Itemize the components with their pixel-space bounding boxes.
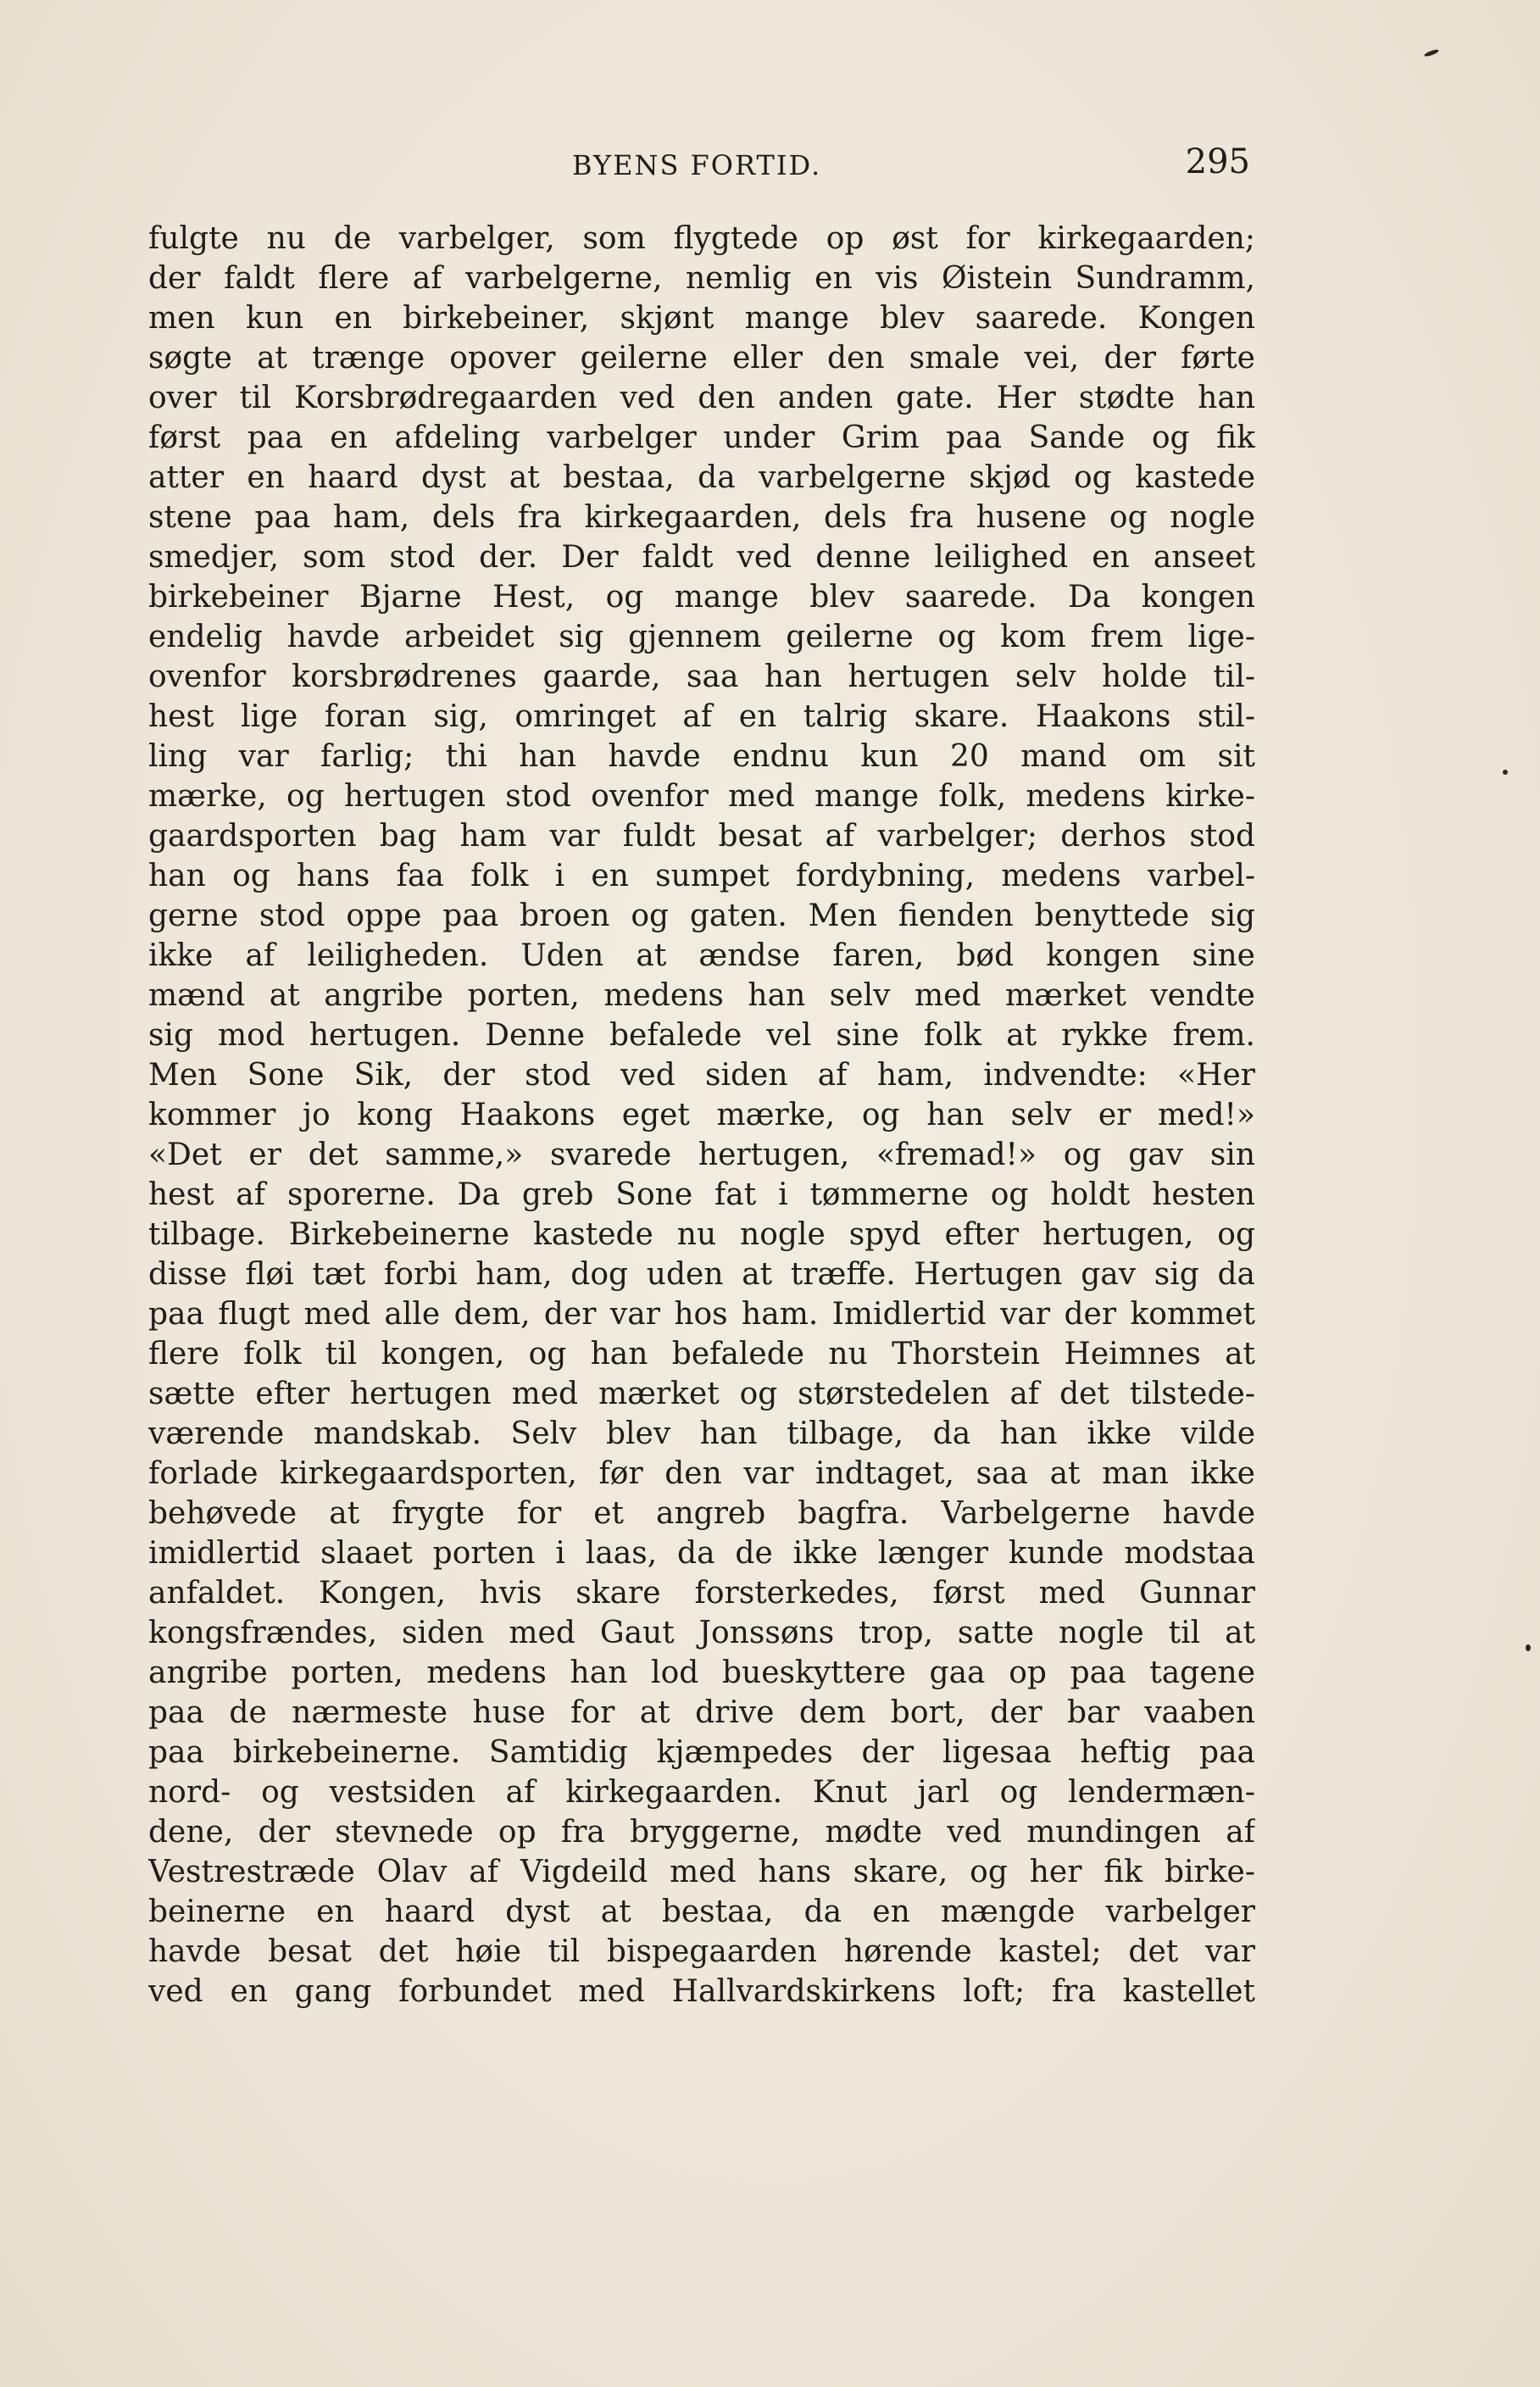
text-line: gerne stod oppe paa broen og gaten. Men fienden benyttede sig xyxy=(148,899,1255,933)
ink-dot xyxy=(1526,1644,1531,1651)
text-line: ovenfor korsbrødrenes gaarde, saa han hertugen selv holde til- xyxy=(148,659,1255,694)
body-text xyxy=(148,219,1255,2011)
text-line: kommer jo kong Haakons eget mærke, og han selv er med!» xyxy=(148,1098,1255,1132)
text-line: beinerne en haard dyst at bestaa, da en mængde varbelger xyxy=(148,1895,1255,1929)
text-line: birkebeiner Bjarne Hest, og mange blev saarede. Da kongen xyxy=(148,580,1255,615)
text-line: over til Korsbrødregaarden ved den anden gate. Her stødte han xyxy=(148,381,1255,415)
text-line: fulgte nu de varbelger, som flygtede op øst for kirkegaarden; xyxy=(148,221,1255,256)
text-line: smedjer, som stod der. Der faldt ved denne leilighed en anseet xyxy=(148,540,1255,575)
ink-mark xyxy=(1424,48,1440,58)
text-line: sig mod hertugen. Denne befalede vel sine folk at rykke frem. xyxy=(148,1018,1255,1053)
text-line: hest af sporerne. Da greb Sone fat i tømmerne og holdt hesten xyxy=(148,1177,1255,1212)
page-header xyxy=(148,142,1250,193)
text-line: gaardsporten bag ham var fuldt besat af varbelger; derhos stod xyxy=(148,819,1255,854)
text-line: tilbage. Birkebeinerne kastede nu nogle spyd efter hertugen, og xyxy=(148,1217,1255,1252)
text-line: der faldt flere af varbelgerne, nemlig en vis Øistein Sundramm, xyxy=(148,261,1255,296)
text-line: havde besat det høie til bispegaarden hørende kastel; det var xyxy=(148,1934,1255,1969)
text-line: paa flugt med alle dem, der var hos ham. Imidlertid var der kommet xyxy=(148,1297,1255,1332)
text-line: først paa en afdeling varbelger under Grim paa Sande og fik xyxy=(148,420,1255,455)
ink-dot xyxy=(1503,770,1508,775)
text-line: «Det er det samme,» svarede hertugen, «fremad!» og gav sin xyxy=(148,1138,1255,1172)
text-line: ikke af leiligheden. Uden at ændse faren, bød kongen sine xyxy=(148,938,1255,973)
text-line: angribe porten, medens han lod bueskyttere gaa op paa tagene xyxy=(148,1655,1255,1690)
text-line: atter en haard dyst at bestaa, da varbelgerne skjød og kastede xyxy=(148,460,1255,495)
text-line: disse fløi tæt forbi ham, dog uden at træffe. Hertugen gav sig da xyxy=(148,1257,1255,1292)
text-line: Vestrestræde Olav af Vigdeild med hans skare, og her fik birke- xyxy=(148,1855,1255,1889)
text-line: anfaldet. Kongen, hvis skare forsterkedes, først med Gunnar xyxy=(148,1576,1255,1611)
text-line: kongsfrændes, siden med Gaut Jonssøns trop, satte nogle til at xyxy=(148,1616,1255,1650)
text-line: paa de nærmeste huse for at drive dem bort, der bar vaaben xyxy=(148,1695,1255,1730)
text-line: forlade kirkegaardsporten, før den var indtaget, saa at man ikke xyxy=(148,1456,1255,1491)
text-line: paa birkebeinerne. Samtidig kjæmpedes der ligesaa heftig paa xyxy=(148,1735,1255,1770)
text-line: hest lige foran sig, omringet af en talrig skare. Haakons stil- xyxy=(148,699,1255,734)
text-line: endelig havde arbeidet sig gjennem geilerne og kom frem lige- xyxy=(148,620,1255,654)
text-line: ling var farlig; thi han havde endnu kun 20 mand om sit xyxy=(148,739,1255,774)
text-line: behøvede at frygte for et angreb bagfra. Varbelgerne havde xyxy=(148,1496,1255,1531)
text-line: stene paa ham, dels fra kirkegaarden, dels fra husene og nogle xyxy=(148,500,1255,535)
text-line: nord- og vestsiden af kirkegaarden. Knut jarl og lendermæn- xyxy=(148,1775,1255,1810)
text-line: imidlertid slaaet porten i laas, da de ikke længer kunde modstaa xyxy=(148,1536,1255,1571)
text-line: værende mandskab. Selv blev han tilbage, da han ikke vilde xyxy=(148,1416,1255,1451)
text-line: søgte at trænge opover geilerne eller den smale vei, der førte xyxy=(148,341,1255,376)
text-line: han og hans faa folk i en sumpet fordybning, medens varbel- xyxy=(148,859,1255,893)
running-head: BYENS FORTID. xyxy=(572,149,822,181)
text-line: Men Sone Sik, der stod ved siden af ham, indvendte: «Her xyxy=(148,1058,1255,1093)
text-line: mænd at angribe porten, medens han selv med mærket vendte xyxy=(148,978,1255,1013)
text-line: men kun en birkebeiner, skjønt mange blev saarede. Kongen xyxy=(148,301,1255,336)
page-number: 295 xyxy=(1185,142,1250,181)
text-line: sætte efter hertugen med mærket og størstedelen af det tilstede- xyxy=(148,1377,1255,1411)
text-line: mærke, og hertugen stod ovenfor med mange folk, medens kirke- xyxy=(148,779,1255,814)
text-line: dene, der stevnede op fra bryggerne, mødte ved mundingen af xyxy=(148,1815,1255,1850)
text-line: ved en gang forbundet med Hallvardskirkens loft; fra kastellet xyxy=(148,1974,1255,2009)
text-line: flere folk til kongen, og han befalede nu Thorstein Heimnes at xyxy=(148,1337,1255,1372)
